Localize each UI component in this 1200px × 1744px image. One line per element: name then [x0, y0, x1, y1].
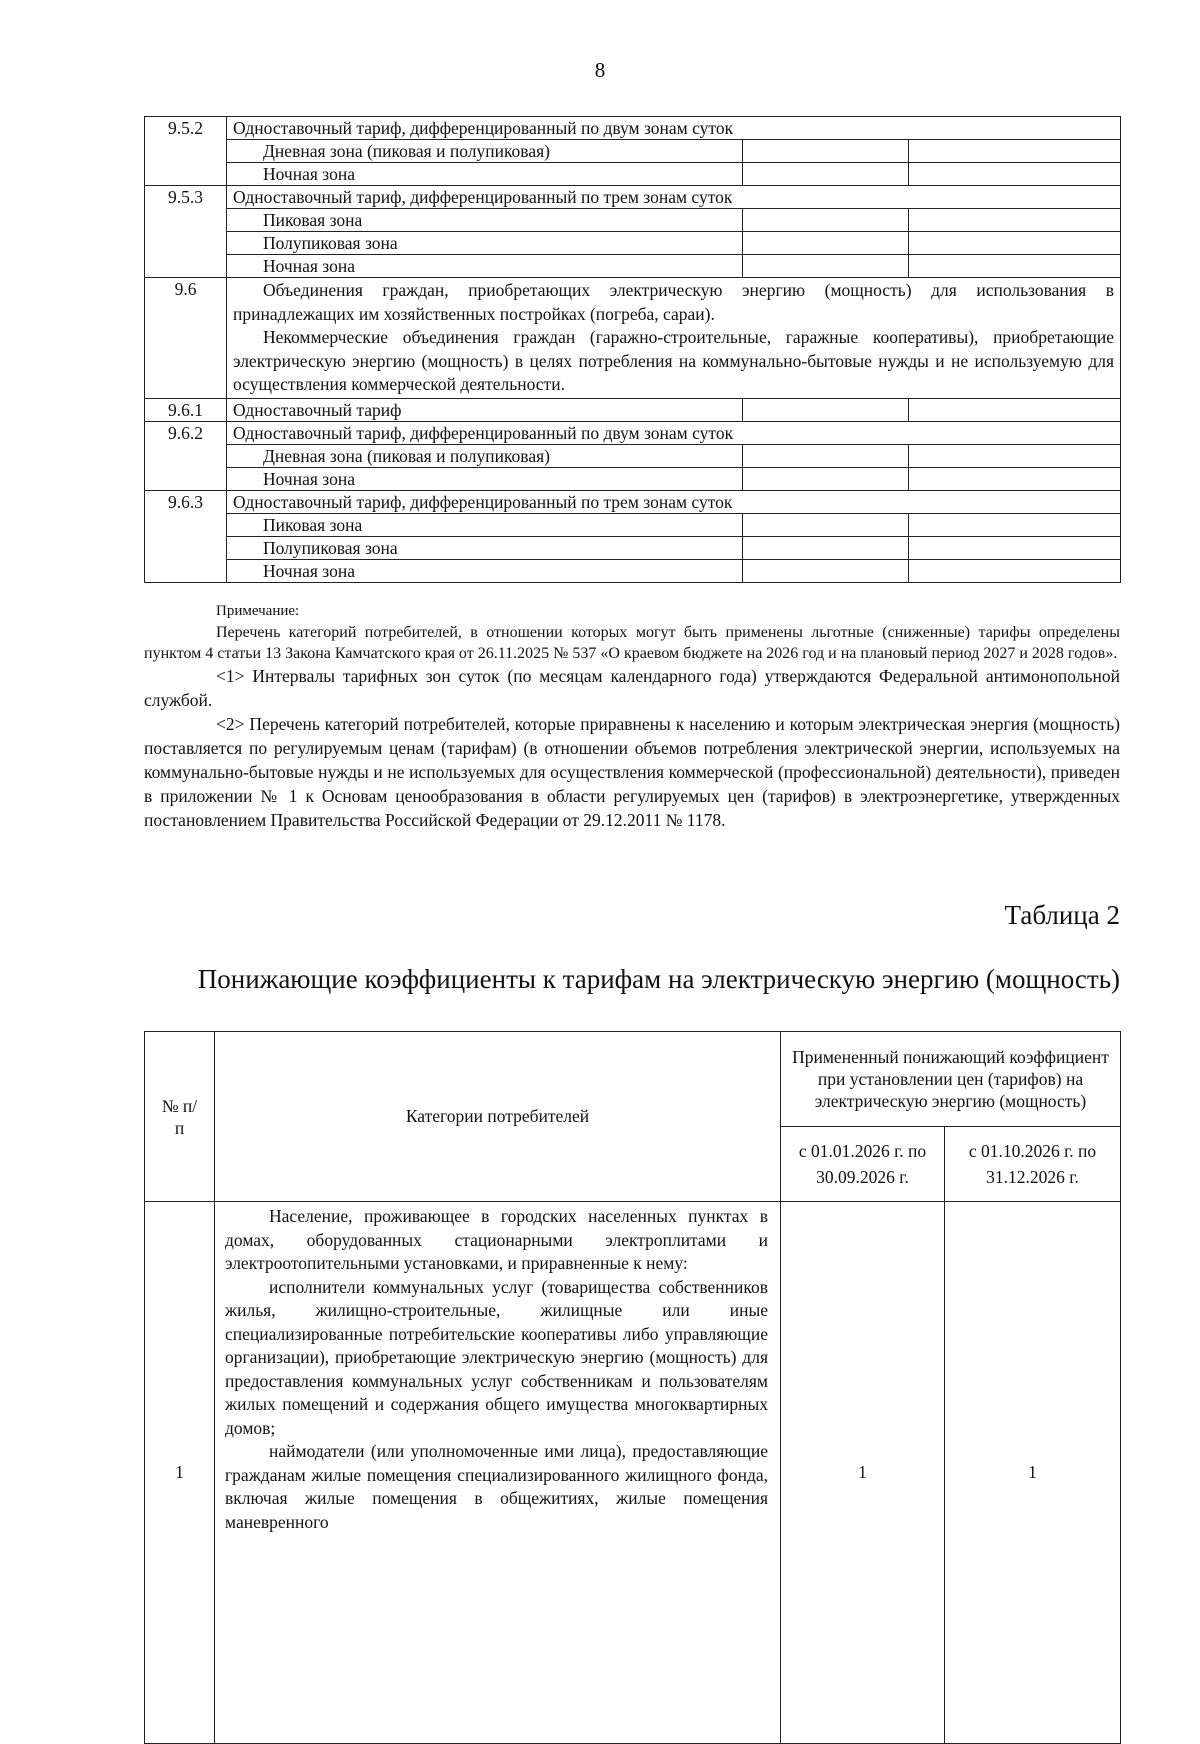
table-row [145, 232, 1121, 255]
row-value-period-2: 1 [945, 1202, 1121, 1744]
value-cell [909, 255, 1121, 278]
tariff-type-label: Одноставочный тариф, дифференцированный по двум зонам суток [227, 421, 1121, 444]
zone-label: Пиковая зона [227, 209, 743, 232]
table-2-label: Таблица 2 [1004, 900, 1120, 930]
table-row [145, 536, 1121, 559]
value-cell [743, 536, 909, 559]
zone-label: Ночная зона [227, 467, 743, 490]
header-period-1: с 01.01.2026 г. по 30.09.2026 г. [781, 1127, 945, 1202]
zone-label: Дневная зона (пиковая и полупиковая) [227, 444, 743, 467]
description-paragraph: Объединения граждан, приобретающих электрическую энергию (мощность) для использования в принадлежащих им хозяйственных постройках (погреба, сараи). [233, 280, 1115, 324]
table-row [145, 163, 1121, 186]
category-paragraph: наймодатели (или уполномоченные ими лица), предоставляющие гражданам жилые помещения специализированного жилищного фонда, включая жилые помещения в общежитиях, жилые помещения маневренного [225, 1441, 768, 1532]
zone-label: Полупиковая зона [227, 232, 743, 255]
tariff-type-label: Одноставочный тариф, дифференцированный по трем зонам суток [227, 186, 1121, 209]
header-category: Категории потребителей [215, 1032, 781, 1202]
table-row [145, 513, 1121, 536]
value-cell [909, 467, 1121, 490]
row-number: 9.6.1 [145, 398, 227, 421]
table-row [145, 255, 1121, 278]
row-num: 1 [145, 1202, 215, 1744]
value-cell [743, 140, 909, 163]
value-cell [743, 559, 909, 582]
description-paragraph: Некоммерческие объединения граждан (гаражно-строительные, гаражные кооперативы), приобретающие электрическую энергию (мощность) в целях потребления на коммунально-бытовые нужды и не используемую для осуществления коммерческой деятельности. [233, 327, 1115, 394]
tariff-type-label: Одноставочный тариф, дифференцированный по двум зонам суток [227, 117, 1121, 140]
table-header-row [145, 1032, 1121, 1127]
row-category-text [215, 1202, 781, 1744]
value-cell [743, 467, 909, 490]
table-row [145, 209, 1121, 232]
table-row [145, 398, 1121, 421]
header-coefficient: Примененный понижающий коэффициент при установлении цен (тарифов) на электрическую энергию (мощность) [781, 1032, 1121, 1127]
value-cell [909, 209, 1121, 232]
table-row [145, 1202, 1121, 1744]
zone-label: Ночная зона [227, 559, 743, 582]
value-cell [743, 444, 909, 467]
value-cell [909, 163, 1121, 186]
value-cell [909, 536, 1121, 559]
note-title: Примечание: [216, 603, 300, 619]
header-period-2: с 01.10.2026 г. по 31.12.2026 г. [945, 1127, 1121, 1202]
table-row [145, 444, 1121, 467]
value-cell [743, 232, 909, 255]
zone-label: Полупиковая зона [227, 536, 743, 559]
zone-label: Дневная зона (пиковая и полупиковая) [227, 140, 743, 163]
footnote-1: <1> Интервалы тарифных зон суток (по месяцам календарного года) утверждаются Федеральной антимонопольной службой. [144, 666, 1120, 710]
value-cell [743, 209, 909, 232]
reduction-coefficients-table [144, 1031, 1121, 1744]
value-cell [909, 398, 1121, 421]
table-row [145, 559, 1121, 582]
zone-label: Ночная зона [227, 255, 743, 278]
value-cell [909, 559, 1121, 582]
category-paragraph: Население, проживающее в городских населенных пунктах в домах, оборудованных стационарными электроплитами и электроотопительными установками, и приравненные к нему: [225, 1206, 768, 1273]
row-number: 9.6.3 [145, 490, 227, 582]
row-number: 9.6.2 [145, 421, 227, 490]
tariff-type-label: Одноставочный тариф, дифференцированный по трем зонам суток [227, 490, 1121, 513]
table-row [145, 140, 1121, 163]
value-cell [909, 444, 1121, 467]
tariff-type-label: Одноставочный тариф [227, 398, 743, 421]
value-cell [743, 513, 909, 536]
header-num: № п/п [145, 1032, 215, 1202]
row-number: 9.5.3 [145, 186, 227, 278]
zone-label: Пиковая зона [227, 513, 743, 536]
table-row [145, 186, 1121, 209]
table-row [145, 278, 1121, 399]
row-value-period-1: 1 [781, 1202, 945, 1744]
table-row [145, 467, 1121, 490]
table-row [145, 117, 1121, 140]
category-paragraph: исполнители коммунальных услуг (товарищества собственников жилья, жилищно-строительные, жилищные или иные специализированные потребительские кооперативы либо управляющие организации), приобретающие электрическую энергию (мощность) для предоставления коммунальных услуг собственникам и пользователям жилых помещений и содержания общего имущества многоквартирных домов; [225, 1276, 768, 1438]
row-description [227, 278, 1121, 399]
value-cell [743, 163, 909, 186]
table-2-title: Понижающие коэффициенты к тарифам на электрическую энергию (мощность) [197, 964, 1120, 994]
value-cell [743, 398, 909, 421]
row-number: 9.6 [145, 278, 227, 399]
value-cell [909, 140, 1121, 163]
value-cell [743, 255, 909, 278]
page-number: 8 [594, 58, 606, 82]
table-row [145, 490, 1121, 513]
notes-section [144, 601, 1120, 832]
footnote-2: <2> Перечень категорий потребителей, которые приравнены к населению и которым электрическая энергия (мощность) поставляется по регулируемым ценам (тарифам) (в отношении объемов потребления электрической энергии, используемых на коммунально-бытовые нужды и не используемых для осуществления коммерческой (профессиональной) деятельности), приведен в приложении № 1 к Основам ценообразования в области регулируемых цен (тарифов) в электроэнергетике, утвержденных постановлением Правительства Российской Федерации от 29.12.2011 № 1178. [144, 714, 1120, 830]
table-row [145, 421, 1121, 444]
note-paragraph: Перечень категорий потребителей, в отношении которых могут быть применены льготные (сниженные) тарифы определены пунктом 4 статьи 13 Закона Камчатского края от 26.11.2025 № 537 «О краевом бюджете на 2026 год и на плановый период 2027 и 2028 годов». [144, 624, 1120, 662]
value-cell [909, 513, 1121, 536]
tariff-table-continued [144, 116, 1121, 583]
zone-label: Ночная зона [227, 163, 743, 186]
row-number: 9.5.2 [145, 117, 227, 186]
value-cell [909, 232, 1121, 255]
